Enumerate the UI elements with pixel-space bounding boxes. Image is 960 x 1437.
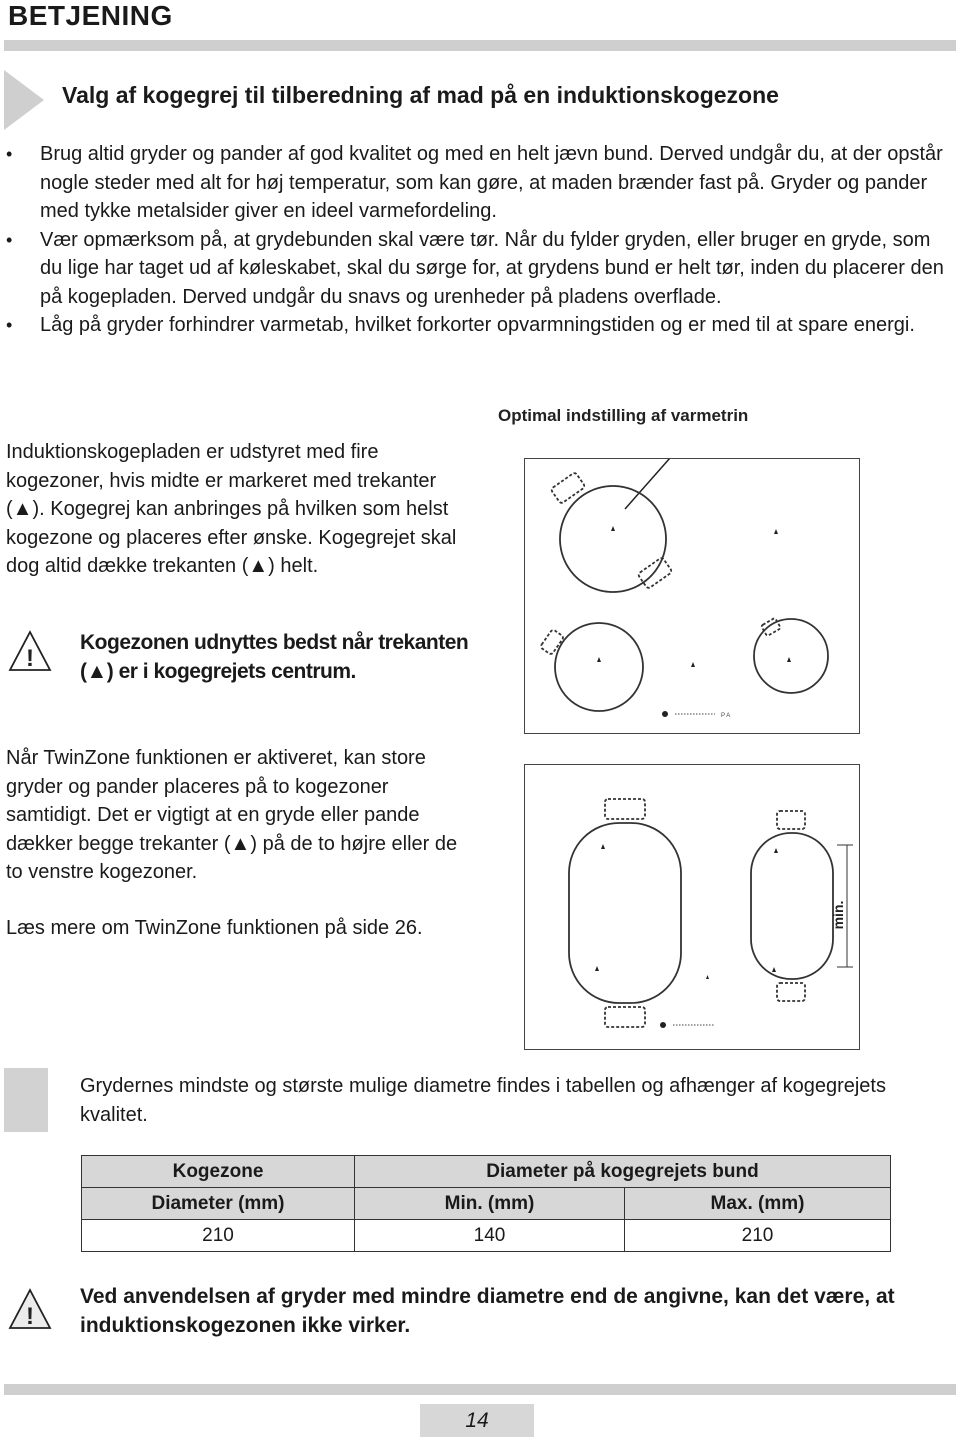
list-item-text: Vær opmærksom på, at grydebunden skal være tør. Når du fylder gryden, eller bruger en gryde, som du lige har taget ud af køleskabet, skal du sørge for, at grydens bund er helt tør, inden du placerer den på kogepladen. Derved undgår du snavs og urenheder på pladens overflade. [40,228,944,308]
svg-text:!: ! [26,645,34,672]
zone-center-triangle-icon [597,657,601,662]
section-heading: Valg af kogegrej til tilberedning af mad på en induktionskogezone [62,82,779,108]
zone-center-triangle-icon [595,966,599,971]
cooktop-diagram-1 [524,458,860,734]
table-row [82,1220,891,1252]
note-marker [4,1068,48,1132]
table-header-cell: Diameter på kogegrejets bund [355,1156,891,1188]
table-header-cell: Kogezone [82,1156,355,1188]
zone-center-triangle-icon [706,975,709,979]
intro-paragraph: Induktionskogepladen er udstyret med fire kogezoner, hvis midte er markeret med trekanter (▲). Kogegrej kan anbringes på hvilken som helst kogezone og placeres efter ønske. Kogegrejet skal dog altid dække trekanten (▲) helt. [6,441,457,577]
table-header-cell: Min. (mm) [355,1188,625,1220]
bullet-icon: • [6,144,13,164]
page-title: BETJENING [8,0,173,31]
zone-center-triangle-icon [774,848,778,853]
note-text: Grydernes mindste og største mulige diametre findes i tabellen og afhænger af kogegrejets kvalitet. [80,1075,886,1126]
table-cell: 210 [82,1220,355,1252]
list-item [0,140,958,226]
cooktop-diagram-2 [524,764,860,1050]
table-row [82,1188,891,1220]
zone-center-triangle-icon [772,967,776,972]
zone-center-triangle-icon [611,526,615,531]
warning-text: Ved anvendelsen af gryder med mindre diametre end de angivne, kan det være, at induktionskogezonen ikke virker. [80,1285,895,1337]
header-divider [4,40,956,51]
cooktop-diagram-1-drawing [525,459,859,733]
table-header-cell: Max. (mm) [625,1188,891,1220]
section-arrow-icon [4,70,44,130]
twinzone-paragraph: Når TwinZone funktionen er aktiveret, kan store gryder og pander placeres på to kogezoner samtidigt. Det er vigtigt at en gryde eller pande dækker begge trekanter (▲) på de to højre eller de to venstre kogezoner. [6,747,458,883]
table-cell: 140 [355,1220,625,1252]
footer-divider [4,1384,956,1395]
oval-pot-icon [569,799,681,1027]
medium-pot-icon [754,618,828,693]
list-item [0,311,958,340]
small-pot-icon [540,623,643,711]
control-knob-icon [662,711,668,717]
oval-pot-icon [751,811,833,1001]
warning-triangle-icon [6,1286,54,1332]
bullet-icon: • [6,229,13,250]
guidelines-list [0,140,958,340]
large-pot-icon [551,472,673,592]
svg-text:!: ! [26,1303,34,1330]
zone-center-triangle-icon [774,529,778,534]
table-header-cell: Diameter (mm) [82,1188,355,1220]
cooktop-diagram-2-drawing [525,765,859,1049]
zone-center-triangle-icon [691,662,695,667]
table-row [82,1156,891,1188]
list-item [0,226,958,312]
warning-text: Kogezonen udnyttes bedst når trekanten (▲) er i kogegrejets centrum. [80,631,469,683]
bullet-icon: • [6,315,13,335]
list-item-text: Låg på gryder forhindrer varmetab, hvilket forkorter opvarmningstiden og er med til at spare energi. [40,314,915,336]
pot-diameter-table [81,1155,891,1252]
table-cell: 210 [625,1220,891,1252]
min-label: min. [830,900,846,930]
diagram-label: Optimal indstilling af varmetrin [498,406,749,425]
list-item-text: Brug altid gryder og pander af god kvalitet og med en helt jævn bund. Derved undgår du, at der opstår nogle steder med alt for høj temperatur, som kan gøre, at maden brænder fast på. Gryder og pander med tykke metalsider giver en ideel varmefordeling. [40,143,943,222]
control-knob-icon [660,1022,666,1028]
reference-paragraph: Læs mere om TwinZone funktionen på side 26. [6,917,423,939]
zone-center-triangle-icon [601,844,605,849]
panel-marks-label: P A [721,713,731,719]
page-number: 14 [420,1404,534,1437]
warning-triangle-icon [6,628,54,674]
zone-center-triangle-icon [787,657,791,662]
